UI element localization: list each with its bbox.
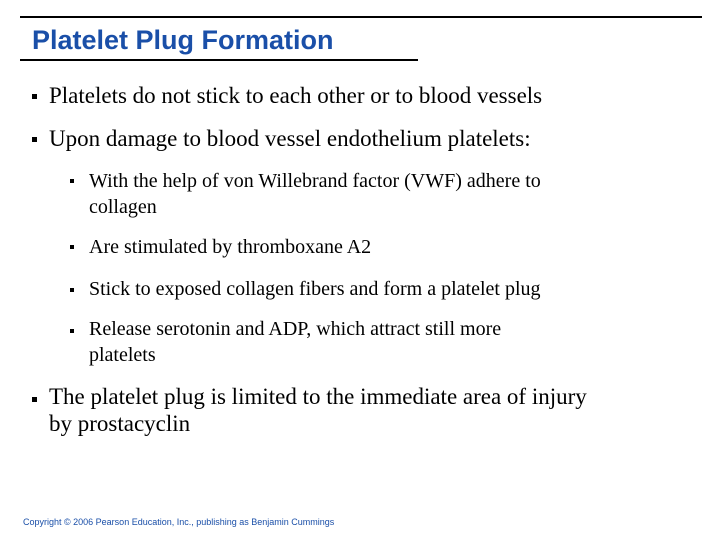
copyright-footer: Copyright © 2006 Pearson Education, Inc., publishing as Benjamin Cummings	[23, 517, 335, 527]
bullet-text: The platelet plug is limited to the immediate area of injury	[49, 384, 587, 409]
slide-title: Platelet Plug Formation	[32, 25, 334, 55]
square-bullet-icon	[70, 329, 74, 333]
sub-bullet-text: With the help of von Willebrand factor (VWF) adhere to	[89, 170, 541, 192]
top-rule	[20, 16, 702, 18]
bullet-text: by prostacyclin	[49, 411, 191, 436]
square-bullet-icon	[32, 397, 37, 402]
title-underline	[20, 59, 418, 61]
sub-bullet-text: platelets	[89, 344, 156, 366]
square-bullet-icon	[70, 179, 74, 183]
sub-bullet-text: Stick to exposed collagen fibers and form a platelet plug	[89, 278, 541, 300]
bullet-text: Upon damage to blood vessel endothelium platelets:	[49, 126, 531, 151]
sub-bullet-text: Are stimulated by thromboxane A2	[89, 236, 372, 258]
sub-bullet-text: Release serotonin and ADP, which attract still more	[89, 318, 502, 340]
square-bullet-icon	[32, 94, 37, 99]
bullet-text: Platelets do not stick to each other or to blood vessels	[49, 83, 543, 108]
sub-bullet-text: collagen	[89, 196, 157, 218]
square-bullet-icon	[70, 288, 74, 292]
square-bullet-icon	[32, 137, 37, 142]
square-bullet-icon	[70, 245, 74, 249]
